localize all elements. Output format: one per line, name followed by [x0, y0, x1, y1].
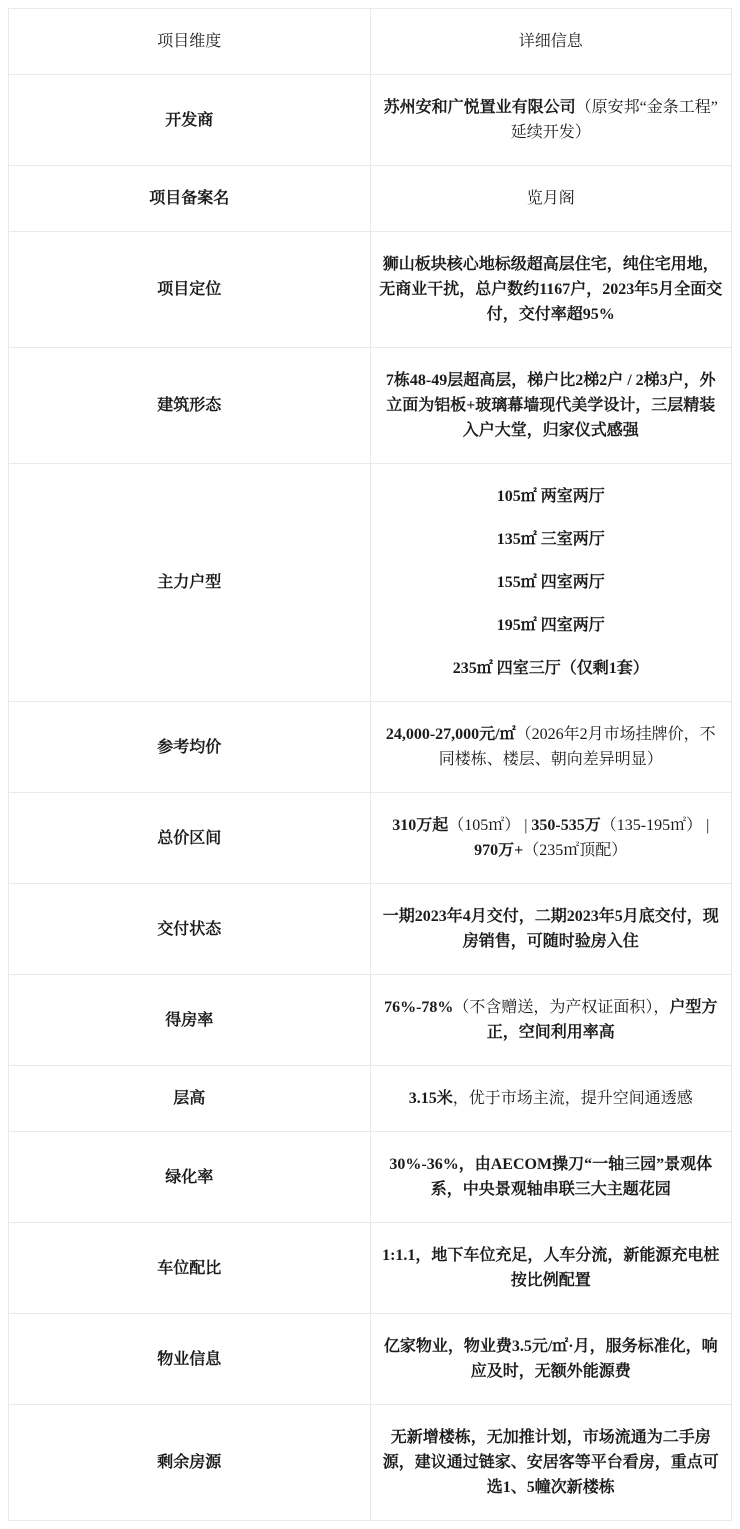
detail-paragraph — [379, 570, 724, 595]
detail-paragraph — [379, 813, 724, 863]
detail-paragraph — [379, 995, 724, 1045]
dimension-cell: 层高 — [9, 1066, 371, 1132]
bold-text-segment: 76%-78% — [384, 999, 454, 1016]
dimension-cell: 项目备案名 — [9, 166, 371, 232]
detail-cell — [370, 975, 732, 1066]
dimension-cell: 建筑形态 — [9, 348, 371, 464]
dimension-cell: 参考均价 — [9, 702, 371, 793]
detail-paragraph — [379, 904, 724, 954]
bold-text-segment: 350-535万 — [531, 817, 601, 834]
detail-cell — [370, 1314, 732, 1405]
detail-paragraph — [379, 484, 724, 509]
table-header-row — [9, 9, 732, 75]
project-info-table — [8, 8, 732, 1521]
detail-paragraph — [379, 252, 724, 327]
bold-text-segment: 24,000-27,000元/㎡ — [385, 726, 516, 743]
text-segment: （原安邦“金条工程”延续开发） — [510, 99, 718, 141]
detail-paragraph — [379, 1086, 724, 1111]
table-row — [9, 793, 732, 884]
detail-cell — [370, 1405, 732, 1521]
table-row — [9, 975, 732, 1066]
dimension-cell: 物业信息 — [9, 1314, 371, 1405]
bold-text-segment: 970万+ — [474, 842, 524, 859]
dimension-cell: 总价区间 — [9, 793, 371, 884]
bold-text-segment: 3.15米 — [408, 1090, 453, 1107]
table-row — [9, 702, 732, 793]
table-row — [9, 1314, 732, 1405]
dimension-cell: 主力户型 — [9, 464, 371, 702]
detail-cell — [370, 1132, 732, 1223]
detail-paragraph — [379, 613, 724, 638]
text-segment: 览月阁 — [526, 190, 575, 207]
dimension-cell: 项目定位 — [9, 232, 371, 348]
detail-cell — [370, 1066, 732, 1132]
bold-text-segment: 7栋48-49层超高层，梯户比2梯2户 / 2梯3户，外立面为铝板+玻璃幕墙现代美学设计，三层精装入户大堂，归家仪式感强 — [385, 372, 716, 439]
table-row — [9, 166, 732, 232]
detail-cell — [370, 1223, 732, 1314]
text-segment: （235㎡顶配） — [523, 842, 628, 859]
detail-cell — [370, 702, 732, 793]
table-row — [9, 884, 732, 975]
bold-text-segment: 195㎡ 四室两厅 — [496, 617, 605, 634]
detail-cell — [370, 166, 732, 232]
table-row — [9, 1066, 732, 1132]
detail-paragraph — [379, 722, 724, 772]
dimension-cell: 车位配比 — [9, 1223, 371, 1314]
detail-cell — [370, 75, 732, 166]
dimension-cell: 剩余房源 — [9, 1405, 371, 1521]
table-row — [9, 232, 732, 348]
detail-paragraph — [379, 656, 724, 681]
bold-text-segment: 无新增楼栋，无加推计划，市场流通为二手房源，建议通过链家、安居客等平台看房，重点可选1、5幢次新楼栋 — [382, 1429, 719, 1496]
bold-text-segment: 1:1.1，地下车位充足，人车分流，新能源充电桩按比例配置 — [382, 1247, 720, 1289]
dimension-cell: 绿化率 — [9, 1132, 371, 1223]
bold-text-segment: 155㎡ 四室两厅 — [496, 574, 605, 591]
bold-text-segment: 135㎡ 三室两厅 — [496, 531, 605, 548]
bold-text-segment: 户型方正，空间利用率高 — [486, 999, 718, 1041]
text-segment: （135-195㎡） | — [600, 817, 710, 834]
dimension-cell: 得房率 — [9, 975, 371, 1066]
header-detail: 详细信息 — [370, 9, 732, 75]
detail-cell — [370, 884, 732, 975]
text-segment: ，优于市场主流，提升空间通透感 — [452, 1090, 693, 1107]
text-segment: （不含赠送，为产权证面积）， — [453, 999, 670, 1016]
text-segment: （105㎡） | — [448, 817, 532, 834]
bold-text-segment: 30%-36%，由AECOM操刀“一轴三园”景观体系，中央景观轴串联三大主题花园 — [389, 1156, 713, 1198]
bold-text-segment: 310万起 — [392, 817, 449, 834]
detail-paragraph — [379, 1425, 724, 1500]
bold-text-segment: 亿家物业，物业费3.5元/㎡·月，服务标准化，响应及时，无额外能源费 — [383, 1338, 718, 1380]
bold-text-segment: 一期2023年4月交付，二期2023年5月底交付，现房销售，可随时验房入住 — [382, 908, 719, 950]
detail-cell — [370, 348, 732, 464]
table-row — [9, 464, 732, 702]
detail-paragraph — [379, 527, 724, 552]
table-row — [9, 75, 732, 166]
detail-paragraph — [379, 95, 724, 145]
bold-text-segment: 105㎡ 两室两厅 — [496, 488, 605, 505]
table-row — [9, 348, 732, 464]
detail-cell — [370, 232, 732, 348]
bold-text-segment: 235㎡ 四室三厅（仅剩1套） — [452, 660, 649, 677]
bold-text-segment: 苏州安和广悦置业有限公司 — [383, 99, 576, 116]
bold-text-segment: 狮山板块核心地标级超高层住宅，纯住宅用地，无商业干扰，总户数约1167户，2023年5月全面交付，交付率超95% — [379, 256, 723, 323]
detail-paragraph — [379, 186, 724, 211]
dimension-cell: 交付状态 — [9, 884, 371, 975]
table-row — [9, 1405, 732, 1521]
detail-paragraph — [379, 1152, 724, 1202]
detail-cell — [370, 464, 732, 702]
table-row — [9, 1223, 732, 1314]
detail-cell — [370, 793, 732, 884]
detail-paragraph — [379, 368, 724, 443]
detail-paragraph — [379, 1334, 724, 1384]
table-body — [9, 75, 732, 1521]
header-dimension: 项目维度 — [9, 9, 371, 75]
dimension-cell: 开发商 — [9, 75, 371, 166]
text-segment: （2026年2月市场挂牌价，不同楼栋、楼层、朝向差异明显） — [438, 726, 716, 768]
detail-paragraph — [379, 1243, 724, 1293]
table-row — [9, 1132, 732, 1223]
